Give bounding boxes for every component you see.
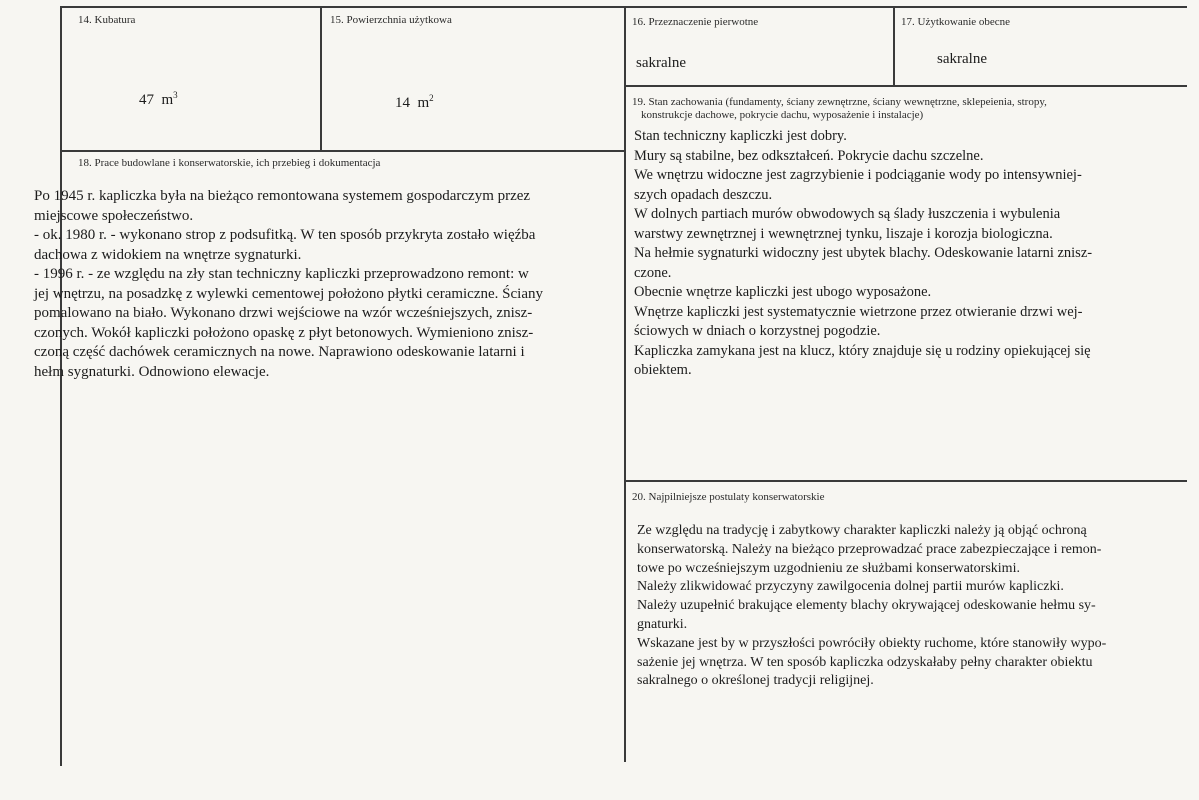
stan-line: Obecnie wnętrze kapliczki jest ubogo wyposażone.	[634, 284, 932, 300]
divider-16-17	[893, 6, 895, 86]
stan-label-line-1: 19. Stan zachowania (fundamenty, ściany zewnętrzne, ściany wewnętrzne, sklepeienia, stropy,	[632, 96, 1047, 108]
kubatura-unit: $m^3$	[161, 90, 178, 108]
stan-line: obiektem.	[634, 362, 692, 378]
prace-line: czoną część dachówek ceramicznych na nowe. Naprawiono odeskowanie latarni i	[34, 344, 525, 360]
stan-line: Kapliczka zamykana jest na klucz, który znajduje się u rodziny opiekującej się	[634, 342, 1091, 359]
divider-center	[624, 6, 626, 762]
postulaty-label: 20. Najpilniejsze postulaty konserwatorskie	[632, 491, 825, 503]
prace-line: czonych. Wokół kapliczki położono opaskę z płyt betonowych. Wymieniono znisz-	[34, 324, 534, 341]
stan-label	[632, 96, 1047, 122]
stan-line: czone.	[634, 264, 672, 281]
divider-14-15	[320, 6, 322, 152]
przeznaczenie-value: sakralne	[636, 55, 686, 71]
postulaty-line: Wskazane jest by w przyszłości powróciły obiekty ruchome, które stanowiły wypo-	[637, 635, 1107, 651]
postulaty-line: gnaturki.	[637, 616, 688, 632]
prace-line: jej wnętrzu, na posadzkę z wylewki cementowej położono płytki ceramiczne. Ściany	[34, 285, 543, 302]
powierzchnia-label: 15. Powierzchnia użytkowa	[330, 14, 452, 26]
prace-line: hełm sygnaturki. Odnowiono elewacje.	[34, 363, 270, 380]
prace-line: miejscowe społeczeństwo.	[34, 207, 194, 224]
rule-under-16-17	[624, 85, 1187, 87]
prace-line: - ok. 1980 r. - wykonano strop z podsufitką. W ten sposób przykryta zostało więźba	[34, 227, 536, 243]
stan-line: szych opadach deszczu.	[634, 186, 773, 203]
stan-label-line-2: konstrukcje dachowe, pokrycie dachu, wyposażenie i instalacje)	[641, 109, 924, 121]
left-rule	[60, 6, 62, 766]
rule-above-20	[624, 480, 1187, 482]
rule-under-14-15	[60, 150, 626, 152]
kubatura-value	[139, 90, 178, 109]
postulaty-line: Ze względu na tradycję i zabytkowy charakter kapliczki należy ją objąć ochroną	[637, 523, 1087, 538]
stan-line: Na hełmie sygnaturki widoczny jest ubytek blachy. Odeskowanie latarni znisz-	[634, 245, 1093, 261]
postulaty-line: sażenie jej wnętrza. W ten sposób kapliczka odzyskałaby pełny charakter obiektu	[637, 654, 1093, 670]
stan-line: W dolnych partiach murów obwodowych są ślady łuszczenia i wybulenia	[634, 206, 1061, 222]
stan-line: Stan techniczny kapliczki jest dobry.	[634, 128, 847, 144]
prace-line: Po 1945 r. kapliczka była na bieżąco remontowana systemem gospodarczym przez	[34, 188, 531, 204]
postulaty-text	[637, 522, 1106, 691]
postulaty-line: konserwatorską. Należy na bieżąco przeprowadzać prace zabezpieczające i remon-	[637, 541, 1102, 557]
stan-line: ściowych w dniach o korzystnej pogodzie.	[634, 323, 881, 339]
prace-text	[34, 187, 543, 382]
kubatura-number: 47	[139, 92, 154, 108]
stan-line: warstwy zewnętrznej i wewnętrznej tynku, liszaje i korozja biologiczna.	[634, 225, 1053, 242]
uzytkowanie-label: 17. Użytkowanie obecne	[901, 16, 1011, 28]
powierzchnia-unit: $m^2$	[417, 93, 434, 111]
postulaty-line: sakralnego o określonej tradycji religijnej.	[637, 673, 874, 689]
prace-line: pomalowano na biało. Wykonano drzwi wejściowe na wzór wcześniejszych, znisz-	[34, 305, 533, 321]
stan-line: Mury są stabilne, bez odkształceń. Pokrycie dachu szczelne.	[634, 147, 984, 164]
stan-text	[634, 127, 1092, 381]
powierzchnia-value	[395, 93, 434, 112]
postulaty-line: Należy zlikwidować przyczyny zawilgocenia dolnej partii murów kapliczki.	[637, 579, 1064, 595]
stan-line: Wnętrze kapliczki jest systematycznie wietrzone przez otwieranie drzwi wej-	[634, 303, 1083, 320]
prace-line: - 1996 r. - ze względu na zły stan techniczny kapliczki przeprowadzono remont: w	[34, 266, 529, 282]
przeznaczenie-label: 16. Przeznaczenie pierwotne	[632, 16, 759, 28]
kubatura-label: 14. Kubatura	[78, 14, 136, 26]
uzytkowanie-value: sakralne	[937, 51, 987, 67]
postulaty-line: Należy uzupełnić brakujące elementy blachy okrywającej odeskowanie hełmu sy-	[637, 598, 1096, 614]
stan-line: We wnętrzu widoczne jest zagrzybienie i podciąganie wody po intensywniej-	[634, 167, 1082, 183]
powierzchnia-number: 14	[395, 95, 410, 111]
postulaty-line: towe po wcześniejszym uzgodnieniu ze służbami konserwatorskimi.	[637, 560, 1020, 576]
prace-label: 18. Prace budowlane i konserwatorskie, ich przebieg i dokumentacja	[78, 157, 381, 169]
prace-line: dachowa z widokiem na wnętrze sygnaturki.	[34, 246, 302, 263]
